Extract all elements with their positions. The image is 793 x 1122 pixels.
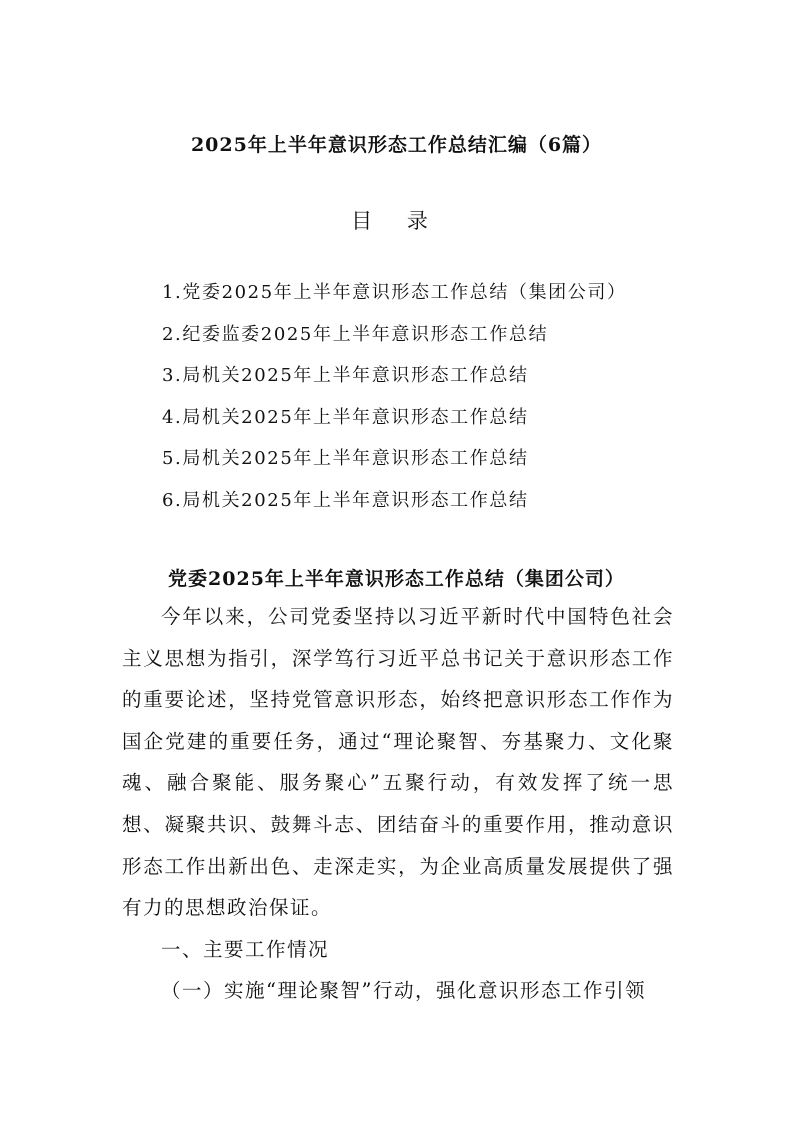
table-of-contents	[162, 272, 627, 522]
toc-item: 4.局机关2025年上半年意识形态工作总结	[162, 406, 529, 428]
toc-heading: 目 录	[351, 209, 442, 233]
document-title: 2025年上半年意识形态工作总结汇编（6篇）	[190, 134, 603, 156]
toc-item: 6.局机关2025年上半年意识形态工作总结	[162, 489, 529, 511]
heading-level-1: 一、主要工作情况	[161, 938, 330, 961]
toc-item: 1.党委2025年上半年意识形态工作总结（集团公司）	[162, 282, 627, 303]
toc-item: 3.局机关2025年上半年意识形态工作总结	[162, 365, 529, 387]
heading-level-2: （一）实施“理论聚智”行动，强化意识形态工作引领	[161, 979, 646, 1002]
toc-item: 5.局机关2025年上半年意识形态工作总结	[162, 448, 529, 470]
toc-item: 2.纪委监委2025年上半年意识形态工作总结	[162, 323, 549, 345]
section-title: 党委2025年上半年意识形态工作总结（集团公司）	[168, 568, 625, 590]
intro-paragraph: 今年以来，公司党委坚持以习近平新时代中国特色社会主义思想为指引，深学笃行习近平总书记关于意识形态工作的重要论述，坚持党管意识形态，始终把意识形态工作作为国企党建的重要任务，通过“理论聚智、夯基聚力、文化聚魂、融合聚能、服务聚心”五聚行动，有效发挥了统一思想、凝聚共识、鼓舞斗志、团结奋斗的重要作用，推动意识形态工作出新出色、走深走实，为企业高质量发展提供了强有力的思想政治保证。	[122, 605, 674, 920]
